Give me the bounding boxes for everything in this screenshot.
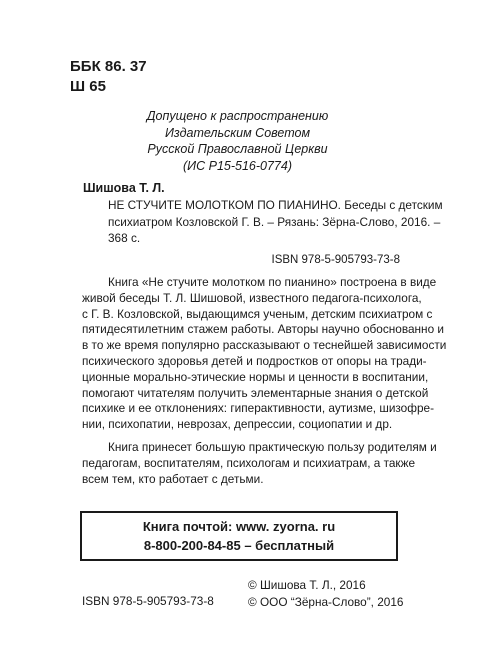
paragraph-gap: [82, 433, 398, 440]
annotation-line: педагогам, воспитателям, психологам и психиатрам, а также: [82, 455, 416, 470]
bibliographic-description: [108, 197, 443, 247]
annotation-line: психике и ее отклонениях: гиперактивности, аутизме, шизофре-: [82, 401, 434, 416]
annotation-line: с Г. В. Козловской, выдающимся ученым, детским психиатром с: [82, 306, 433, 321]
approval-line: Допущено к распространению: [146, 109, 329, 123]
biblio-line: НЕ СТУЧИТЕ МОЛОТКОМ ПО ПИАНИНО. Беседы с детским: [108, 198, 443, 212]
copyright-author: © Шишова Т. Л., 2016: [248, 578, 366, 592]
annotation-line: нии, психопатии, неврозах, депрессии, социопатии и др.: [82, 417, 393, 432]
isbn-bottom: ISBN 978-5-905793-73-8: [82, 594, 214, 608]
mail-order-website: Книга почтой: www. zyorna. ru: [142, 519, 336, 534]
approval-line: Русской Православной Церкви: [147, 142, 328, 156]
annotation-line: Книга принесет большую практическую пользу родителям и: [108, 439, 437, 454]
approval-line: Издательским Советом: [164, 125, 311, 140]
annotation-line: помогают читателям получить элементарные знания о детской: [82, 385, 429, 400]
author-heading: Шишова Т. Л.: [83, 181, 165, 195]
annotation-line: живой беседы Т. Л. Шишовой, известного педагога-психолога,: [82, 290, 422, 305]
bbk-code: ББК 86. 37: [70, 58, 147, 75]
annotation: [82, 275, 447, 487]
classification-codes: [70, 57, 147, 97]
annotation-line: психического здоровья детей и подростков от опоры на тради-: [82, 353, 427, 368]
approval-code: (ИС Р15-516-0774): [183, 158, 292, 173]
isbn-top: ISBN 978-5-905793-73-8: [271, 254, 400, 266]
copyright-block: [248, 577, 403, 611]
mail-order-box: [80, 511, 398, 561]
annotation-line: ционные морально-этические нормы и ценности в воспитании,: [82, 369, 429, 384]
annotation-line: всем тем, кто работает с детьми.: [82, 471, 264, 486]
biblio-line: 368 с.: [108, 231, 141, 245]
biblio-line: психиатром Козловской Г. В. – Рязань: Зёрна-Слово, 2016. –: [108, 214, 441, 229]
annotation-line: в то же время популярно рассказывают о теснейшей зависимости: [82, 338, 447, 353]
mail-order-phone: 8-800-200-84-85 – бесплатный: [143, 538, 335, 553]
annotation-line: пятидесятилетним стажем работы. Авторы научно обоснованно и: [82, 322, 444, 337]
annotation-line: Книга «Не стучите молотком по пианино» построена в виде: [108, 275, 437, 289]
copyright-publisher: © ООО “Зёрна-Слово”, 2016: [248, 595, 404, 609]
church-approval: [100, 108, 375, 174]
author-mark-code: Ш 65: [70, 78, 106, 95]
